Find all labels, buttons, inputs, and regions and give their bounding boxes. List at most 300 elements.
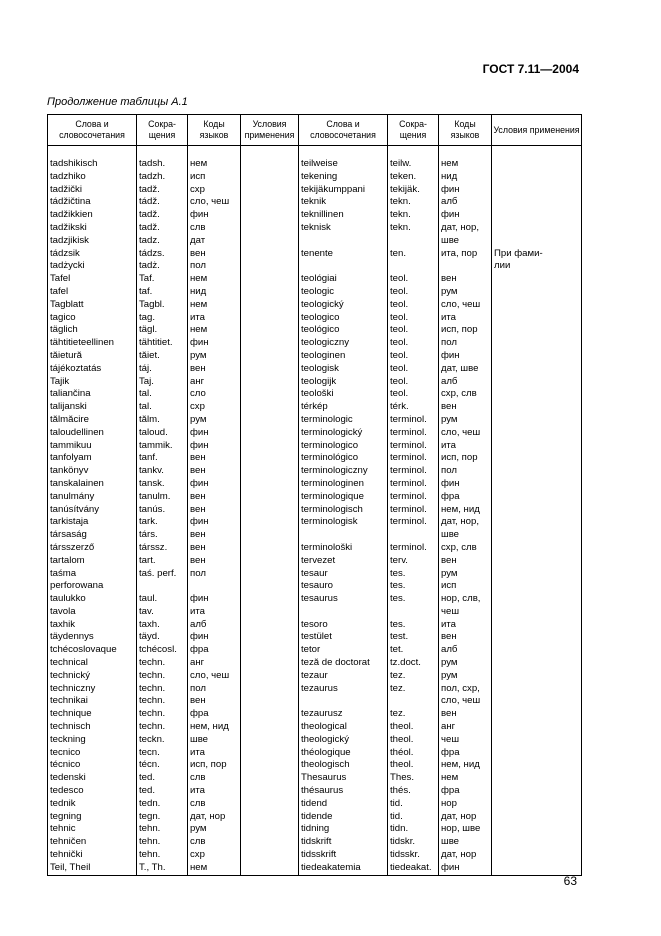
cell-condition	[241, 248, 299, 261]
table-row	[48, 631, 582, 644]
cell-language-code: рум	[439, 286, 492, 299]
cell-word: tidning	[299, 823, 388, 836]
cell-abbreviation	[388, 260, 439, 273]
cell-abbreviation: taul.	[137, 593, 188, 606]
cell-condition	[492, 350, 582, 363]
cell-word: tanúsítvány	[48, 504, 137, 517]
cell-language-code: фин	[439, 350, 492, 363]
cell-condition	[241, 286, 299, 299]
cell-word: tăietură	[48, 350, 137, 363]
cell-word: theologický	[299, 734, 388, 747]
cell-condition	[241, 593, 299, 606]
cell-abbreviation: taf.	[137, 286, 188, 299]
cell-abbreviation: teol.	[388, 388, 439, 401]
cell-condition	[492, 708, 582, 721]
cell-condition	[241, 836, 299, 849]
table-caption: Продолжение таблицы А.1	[47, 96, 188, 108]
cell-language-code: анг	[439, 721, 492, 734]
cell-word: tádzsik	[48, 248, 137, 261]
cell-abbreviation: terv.	[388, 555, 439, 568]
cell-language-code: шве	[439, 529, 492, 542]
cell-word: tezaurusz	[299, 708, 388, 721]
cell-abbreviation: techn.	[137, 670, 188, 683]
cell-language-code: фра	[439, 747, 492, 760]
cell-word: testület	[299, 631, 388, 644]
cell-condition	[241, 465, 299, 478]
cell-word: terminologic	[299, 414, 388, 427]
cell-language-code: схр	[188, 184, 241, 197]
cell-abbreviation: teol.	[388, 337, 439, 350]
cell-language-code: схр, слв	[439, 388, 492, 401]
cell-language-code: исп	[439, 580, 492, 593]
cell-condition	[492, 593, 582, 606]
cell-language-code: рум	[188, 414, 241, 427]
cell-abbreviation: tidn.	[388, 823, 439, 836]
table-row	[48, 324, 582, 337]
table-row	[48, 580, 582, 593]
cell-language-code: нем	[188, 324, 241, 337]
cell-word	[299, 529, 388, 542]
cell-abbreviation: theol.	[388, 734, 439, 747]
cell-language-code: фра	[188, 708, 241, 721]
abbreviations-table	[47, 114, 582, 876]
cell-abbreviation: terminol.	[388, 414, 439, 427]
cell-condition	[241, 619, 299, 632]
cell-condition	[492, 452, 582, 465]
table-row	[48, 427, 582, 440]
cell-word: tezaur	[299, 670, 388, 683]
cell-word: tidskrift	[299, 836, 388, 849]
cell-condition	[492, 414, 582, 427]
cell-abbreviation: theol.	[388, 759, 439, 772]
cell-abbreviation: techn.	[137, 721, 188, 734]
table-row	[48, 196, 582, 209]
cell-condition	[241, 811, 299, 824]
table-row	[48, 376, 582, 389]
cell-word: Tajik	[48, 376, 137, 389]
cell-language-code: фин	[188, 631, 241, 644]
cell-abbreviation: társ.	[137, 529, 188, 542]
cell-abbreviation: tadzh.	[137, 171, 188, 184]
cell-condition	[492, 849, 582, 862]
cell-condition	[492, 465, 582, 478]
cell-condition	[492, 580, 582, 593]
cell-condition	[492, 388, 582, 401]
cell-language-code: нор	[439, 798, 492, 811]
cell-abbreviation	[388, 606, 439, 619]
cell-abbreviation: teken.	[388, 171, 439, 184]
cell-word: terminologico	[299, 440, 388, 453]
cell-condition	[241, 209, 299, 222]
table-row	[48, 836, 582, 849]
cell-abbreviation: tes.	[388, 568, 439, 581]
cell-condition	[492, 427, 582, 440]
cell-condition	[492, 670, 582, 683]
cell-word: tadžikski	[48, 222, 137, 235]
cell-abbreviation: tadž.	[137, 222, 188, 235]
cell-condition	[241, 644, 299, 657]
cell-word: theologisch	[299, 759, 388, 772]
cell-word: taliančina	[48, 388, 137, 401]
cell-language-code: нор, слв,	[439, 593, 492, 606]
cell-word	[299, 695, 388, 708]
cell-abbreviation: tankv.	[137, 465, 188, 478]
table-row	[48, 606, 582, 619]
cell-condition	[241, 849, 299, 862]
cell-language-code: нид	[439, 171, 492, 184]
cell-language-code: рум	[188, 823, 241, 836]
cell-condition	[241, 785, 299, 798]
table-row	[48, 785, 582, 798]
table-row	[48, 465, 582, 478]
table-row	[48, 388, 582, 401]
cell-language-code: вен	[439, 631, 492, 644]
table-row	[48, 158, 582, 171]
cell-abbreviation: tag.	[137, 312, 188, 325]
cell-word: terminologiczny	[299, 465, 388, 478]
cell-word: täydennys	[48, 631, 137, 644]
table-row	[48, 798, 582, 811]
cell-abbreviation: täyd.	[137, 631, 188, 644]
cell-abbreviation	[137, 580, 188, 593]
cell-condition	[492, 337, 582, 350]
table-row	[48, 593, 582, 606]
cell-language-code: дат	[188, 235, 241, 248]
cell-language-code: исп, пор	[439, 324, 492, 337]
cell-abbreviation: társsz.	[137, 542, 188, 555]
cell-condition	[492, 568, 582, 581]
cell-condition	[492, 158, 582, 171]
cell-abbreviation: teol.	[388, 312, 439, 325]
cell-condition	[492, 631, 582, 644]
cell-abbreviation: terminol.	[388, 516, 439, 529]
cell-abbreviation: tedn.	[137, 798, 188, 811]
cell-condition	[492, 222, 582, 235]
cell-word: tadžički	[48, 184, 137, 197]
cell-word: théologique	[299, 747, 388, 760]
cell-word: tájékoztatás	[48, 363, 137, 376]
cell-abbreviation: thés.	[388, 785, 439, 798]
cell-language-code: пол, схр,	[439, 683, 492, 696]
cell-abbreviation: tanf.	[137, 452, 188, 465]
cell-condition	[492, 504, 582, 517]
cell-language-code: дат, нор	[188, 811, 241, 824]
cell-condition	[492, 196, 582, 209]
cell-abbreviation: tidskr.	[388, 836, 439, 849]
cell-word: täglich	[48, 324, 137, 337]
cell-word: tehničen	[48, 836, 137, 849]
cell-language-code: слв	[188, 836, 241, 849]
standard-title: ГОСТ 7.11—2004	[482, 62, 579, 76]
cell-language-code: вен	[439, 708, 492, 721]
cell-word: tervezet	[299, 555, 388, 568]
cell-language-code: ита	[439, 312, 492, 325]
cell-language-code: фин	[439, 862, 492, 875]
cell-condition	[241, 312, 299, 325]
cell-language-code: исп, пор	[439, 452, 492, 465]
cell-abbreviation: tekijäk.	[388, 184, 439, 197]
cell-abbreviation: tägl.	[137, 324, 188, 337]
cell-abbreviation: tekn.	[388, 196, 439, 209]
cell-condition	[492, 823, 582, 836]
cell-language-code: вен	[188, 529, 241, 542]
table-row	[48, 670, 582, 683]
page-number: 63	[563, 874, 577, 888]
cell-condition	[241, 350, 299, 363]
cell-abbreviation: tadz.	[137, 235, 188, 248]
header-language-codes: Коды языков	[188, 115, 241, 146]
cell-word: tavola	[48, 606, 137, 619]
cell-language-code: рум	[439, 414, 492, 427]
cell-condition	[241, 491, 299, 504]
cell-word: taśma	[48, 568, 137, 581]
cell-language-code: нор, шве	[439, 823, 492, 836]
cell-abbreviation: teol.	[388, 324, 439, 337]
cell-language-code: ита, пор	[439, 248, 492, 261]
cell-language-code: слв	[188, 798, 241, 811]
cell-word: tegning	[48, 811, 137, 824]
cell-word: társszerző	[48, 542, 137, 555]
cell-language-code: сло	[188, 388, 241, 401]
cell-abbreviation: tadž.	[137, 209, 188, 222]
cell-word: technisch	[48, 721, 137, 734]
cell-condition	[241, 798, 299, 811]
cell-word: talijanski	[48, 401, 137, 414]
cell-language-code: фин	[188, 209, 241, 222]
cell-condition	[492, 376, 582, 389]
cell-condition	[241, 440, 299, 453]
cell-abbreviation: taloud.	[137, 427, 188, 440]
cell-word: perforowana	[48, 580, 137, 593]
cell-abbreviation: tz.doct.	[388, 657, 439, 670]
cell-abbreviation: tehn.	[137, 849, 188, 862]
cell-abbreviation: teol.	[388, 350, 439, 363]
cell-language-code: вен	[439, 273, 492, 286]
cell-language-code: шве	[439, 235, 492, 248]
cell-condition	[241, 260, 299, 273]
cell-word: tesaurus	[299, 593, 388, 606]
cell-language-code: вен	[188, 452, 241, 465]
cell-language-code: нем	[188, 299, 241, 312]
cell-word: técnico	[48, 759, 137, 772]
cell-word: Teil, Theil	[48, 862, 137, 875]
cell-word: tedenski	[48, 772, 137, 785]
cell-word: terminologisk	[299, 516, 388, 529]
cell-abbreviation: teckn.	[137, 734, 188, 747]
cell-word: tedesco	[48, 785, 137, 798]
cell-abbreviation: tekn.	[388, 209, 439, 222]
table-row	[48, 401, 582, 414]
table-row	[48, 555, 582, 568]
table-row	[48, 171, 582, 184]
cell-word: teknillinen	[299, 209, 388, 222]
table-row	[48, 516, 582, 529]
cell-abbreviation: techn.	[137, 708, 188, 721]
cell-language-code: шве	[439, 836, 492, 849]
cell-language-code: пол	[188, 683, 241, 696]
cell-condition: При фами-	[492, 248, 582, 261]
cell-language-code: схр, слв	[439, 542, 492, 555]
cell-language-code: ита	[439, 619, 492, 632]
cell-condition	[241, 862, 299, 875]
cell-condition	[241, 670, 299, 683]
cell-condition	[492, 772, 582, 785]
cell-condition	[492, 555, 582, 568]
cell-abbreviation: tekn.	[388, 222, 439, 235]
cell-language-code: фин	[188, 478, 241, 491]
table-row	[48, 568, 582, 581]
cell-condition	[492, 683, 582, 696]
cell-word: terminologique	[299, 491, 388, 504]
cell-abbreviation: tal.	[137, 401, 188, 414]
cell-word	[299, 606, 388, 619]
cell-word: teológico	[299, 324, 388, 337]
cell-condition	[492, 273, 582, 286]
table-row	[48, 312, 582, 325]
cell-language-code: ита	[188, 312, 241, 325]
cell-condition	[492, 785, 582, 798]
cell-abbreviation: tansk.	[137, 478, 188, 491]
cell-language-code: нем, нид	[188, 721, 241, 734]
cell-language-code: схр	[188, 849, 241, 862]
spacer-row	[48, 146, 582, 159]
header-words: Слова и словосочетания	[48, 115, 137, 146]
cell-word: tarkistaja	[48, 516, 137, 529]
cell-language-code: нем	[188, 862, 241, 875]
cell-word: tammikuu	[48, 440, 137, 453]
cell-word: Tafel	[48, 273, 137, 286]
cell-language-code: фра	[439, 785, 492, 798]
cell-condition	[241, 823, 299, 836]
cell-word: teologijk	[299, 376, 388, 389]
cell-word: terminológico	[299, 452, 388, 465]
table-row	[48, 619, 582, 632]
cell-language-code: анг	[188, 376, 241, 389]
cell-abbreviation: tähtitiet.	[137, 337, 188, 350]
cell-language-code: слв	[188, 772, 241, 785]
cell-language-code: пол	[188, 260, 241, 273]
cell-condition	[492, 721, 582, 734]
cell-language-code: фин	[439, 209, 492, 222]
cell-language-code: фин	[439, 184, 492, 197]
cell-language-code: нем	[439, 772, 492, 785]
cell-language-code: алб	[439, 196, 492, 209]
cell-condition	[241, 708, 299, 721]
cell-language-code: вен	[188, 363, 241, 376]
table-row	[48, 235, 582, 248]
cell-language-code: вен	[188, 504, 241, 517]
cell-abbreviation: terminol.	[388, 478, 439, 491]
cell-word: teknisk	[299, 222, 388, 235]
table-row	[48, 209, 582, 222]
cell-condition	[492, 759, 582, 772]
cell-abbreviation: T., Th.	[137, 862, 188, 875]
cell-abbreviation: tadsh.	[137, 158, 188, 171]
cell-word: techniczny	[48, 683, 137, 696]
cell-language-code: фра	[439, 491, 492, 504]
cell-abbreviation: tiedeakat.	[388, 862, 439, 875]
cell-word: Tagblatt	[48, 299, 137, 312]
cell-condition: лии	[492, 260, 582, 273]
cell-language-code: сло, чеш	[439, 427, 492, 440]
cell-abbreviation: tez.	[388, 670, 439, 683]
cell-abbreviation: teol.	[388, 299, 439, 312]
cell-word: tadzhiko	[48, 171, 137, 184]
header-words-2: Слова и словосочетания	[299, 115, 388, 146]
table-header-row	[48, 115, 582, 146]
cell-abbreviation: teol.	[388, 273, 439, 286]
cell-abbreviation: tes.	[388, 593, 439, 606]
cell-abbreviation	[388, 529, 439, 542]
cell-condition	[241, 504, 299, 517]
cell-language-code: вен	[188, 465, 241, 478]
cell-word: theological	[299, 721, 388, 734]
cell-word: tanfolyam	[48, 452, 137, 465]
cell-condition	[241, 401, 299, 414]
cell-word: taulukko	[48, 593, 137, 606]
cell-language-code: рум	[439, 670, 492, 683]
header-abbreviations: Сокра-щения	[137, 115, 188, 146]
cell-language-code: чеш	[439, 734, 492, 747]
cell-condition	[241, 734, 299, 747]
cell-language-code: сло, чеш	[439, 299, 492, 312]
cell-condition	[241, 222, 299, 235]
table-row	[48, 529, 582, 542]
cell-condition	[492, 695, 582, 708]
cell-language-code: исп	[188, 171, 241, 184]
cell-condition	[241, 580, 299, 593]
cell-language-code: анг	[188, 657, 241, 670]
cell-word: tartalom	[48, 555, 137, 568]
cell-word: tafel	[48, 286, 137, 299]
header-conditions: Условия применения	[241, 115, 299, 146]
cell-condition	[492, 811, 582, 824]
cell-word: teologic	[299, 286, 388, 299]
cell-abbreviation: tanulm.	[137, 491, 188, 504]
cell-abbreviation: tádž.	[137, 196, 188, 209]
table-row	[48, 759, 582, 772]
cell-word: tehnic	[48, 823, 137, 836]
cell-condition	[241, 324, 299, 337]
cell-condition	[492, 747, 582, 760]
cell-condition	[241, 363, 299, 376]
table-row	[48, 823, 582, 836]
cell-word: tetor	[299, 644, 388, 657]
cell-condition	[241, 516, 299, 529]
cell-abbreviation: tes.	[388, 580, 439, 593]
cell-word	[299, 260, 388, 273]
cell-language-code: вен	[188, 248, 241, 261]
cell-condition	[492, 363, 582, 376]
cell-language-code: рум	[439, 657, 492, 670]
cell-abbreviation: tid.	[388, 798, 439, 811]
cell-word: teologisk	[299, 363, 388, 376]
cell-word: tádžičtina	[48, 196, 137, 209]
cell-condition	[492, 606, 582, 619]
cell-language-code: дат, нор,	[439, 222, 492, 235]
cell-condition	[241, 657, 299, 670]
cell-abbreviation: tecn.	[137, 747, 188, 760]
cell-abbreviation: tadž.	[137, 184, 188, 197]
cell-abbreviation: teol.	[388, 376, 439, 389]
cell-condition	[492, 286, 582, 299]
cell-abbreviation: tehn.	[137, 836, 188, 849]
cell-word: teckning	[48, 734, 137, 747]
cell-language-code: ита	[188, 606, 241, 619]
cell-word: tehnički	[48, 849, 137, 862]
table-row	[48, 683, 582, 696]
cell-language-code: нем, нид	[439, 504, 492, 517]
